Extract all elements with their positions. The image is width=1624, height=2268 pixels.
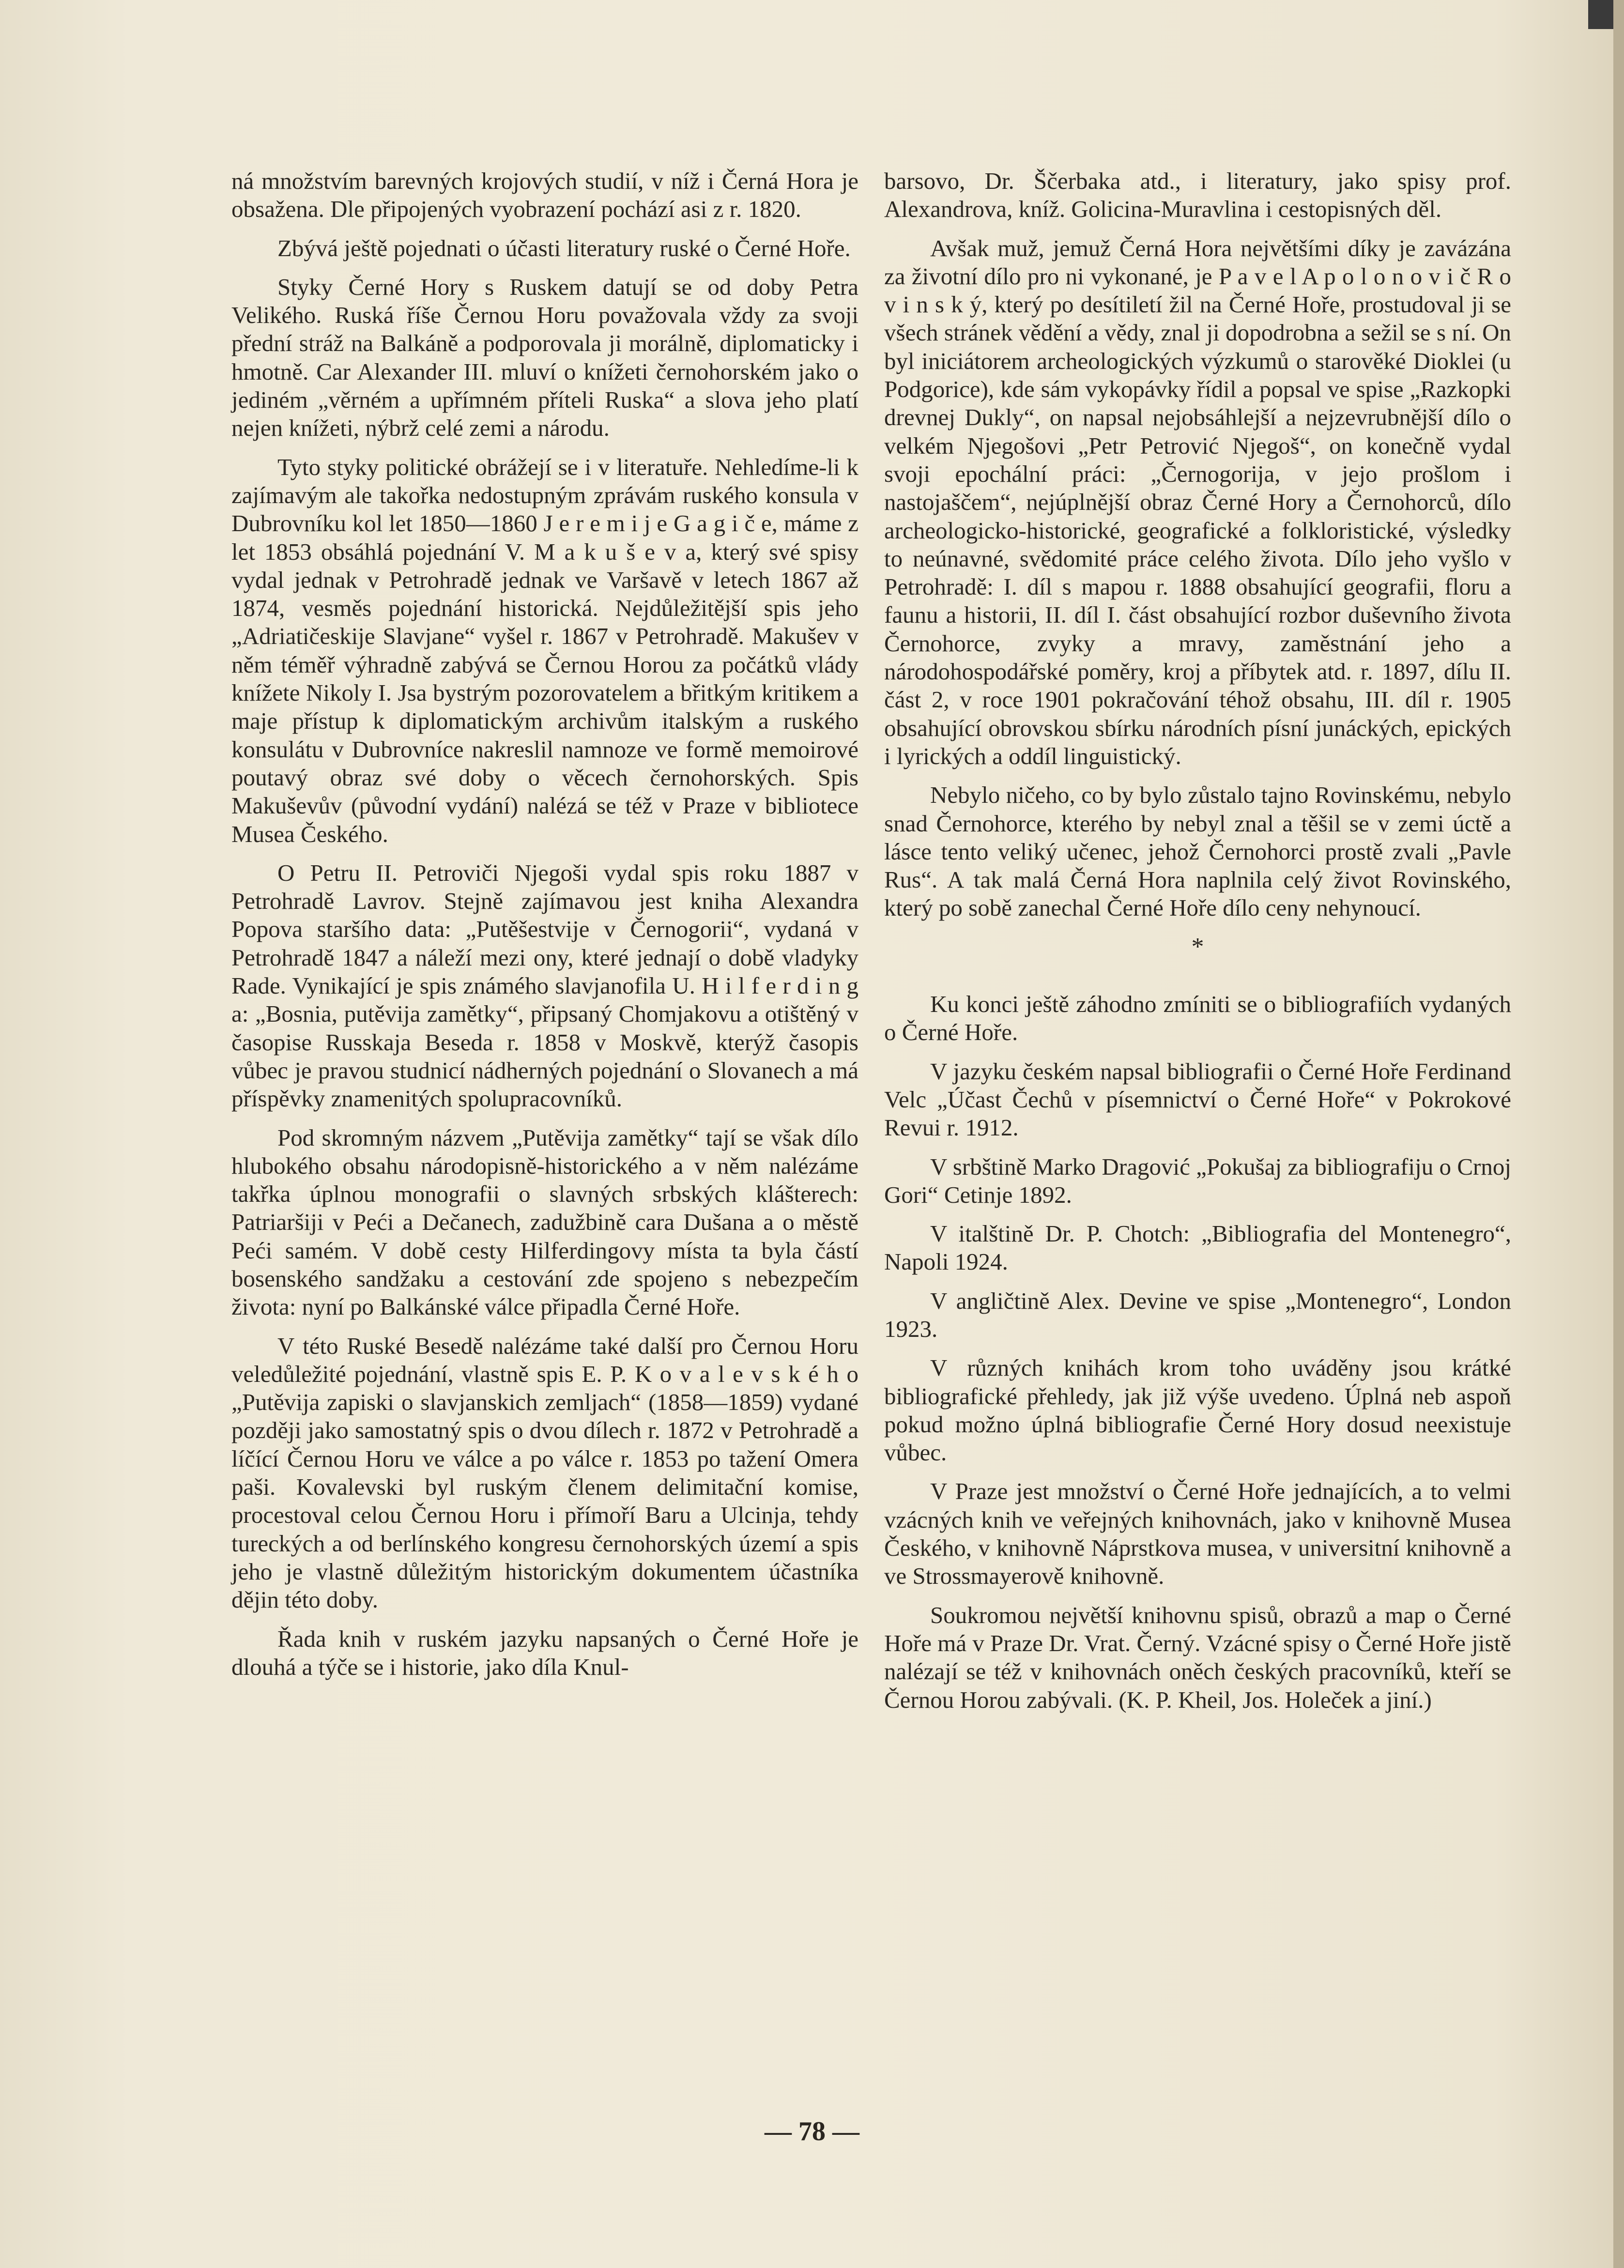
paragraph: barsovo, Dr. Ščerbaka atd., i literatury, jako spisy prof. Alexandrova, kníž. Golicina-Muravlina i cestopisných děl. (884, 168, 1511, 223)
paragraph: Nebylo ničeho, co by bylo zůstalo tajno Rovinskému, nebylo snad Černohorce, kterého by nebyl znal a těšil se v zemi úctě a lásce tento veliký učenec, jehož Černohorci prostě zvali „Pavle Rus“. A tak malá Černá Hora naplnila celý život Rovinského, který po sobě zanechal Černé Hoře dílo ceny nehynoucí. (884, 782, 1511, 921)
paragraph: O Petru II. Petroviči Njegoši vydal spis roku 1887 v Petrohradě Lavrov. Stejně zajímavou jest kniha Alexandra Popova staršího data: „Putěšestvije v Černogorii“, vydaná v Petrohradě 1847 a náleží mezi ony, které jednají o době vladyky Rade. Vynikající je spis známého slavjanofila U. H i l f e r d i n g a: „Bosnia, putěvija zamětky“, připsaný Chomjakovu a otištěný v časopise Russkaja Beseda r. 1858 v Moskvě, kterýž časopis vůbec je pravou studnicí nádherných pojednání o Slovanech a má příspěvky znamenitých spolupracovníků. (231, 859, 858, 1112)
left-text-column (231, 167, 858, 1692)
page-number: — 78 — (765, 2116, 859, 2146)
scan-edge (1613, 0, 1624, 2268)
paragraph: Pod skromným názvem „Putěvija zamětky“ tají se však dílo hlubokého obsahu národopisně-historického a v něm nalézáme takřka úplnou monografii o slavných srbských klášterech: Patriaršiji v Peći a Dečanech, zadužbině cara Dušana a o městě Peći samém. V době cesty Hilferdingovy místa ta byla částí bosenského sandžaku a cestování zde spojeno s nebezpečím života: nyní po Balkánské válce připadla Černé Hoře. (231, 1124, 858, 1320)
paragraph: V této Ruské Besedě nalézáme také další pro Černou Horu veledůležité pojednání, vlastně spis E. P. K o v a l e v s k é h o „Putěvija zapiski o slavjanskich zemljach“ (1858—1859) vydané později jako samostatný spis o dvou dílech r. 1872 v Petrohradě a líčící Černou Horu ve válce a po válce r. 1853 po tažení Omera paši. Kovalevski byl ruským členem delimitační komise, procestoval celou Černou Horu i přímoří Baru a Ulcinja, tehdy tureckých a od berlínského kongresu černohorských území a spis jeho je vlastně důležitým historickým dokumentem účastníka dějin této doby. (231, 1332, 858, 1613)
paragraph: ná množstvím barevných krojových studií, v níž i Černá Hora je obsažena. Dle připojených vyobrazení pochází asi z r. 1820. (231, 168, 858, 223)
section-separator: * (1191, 933, 1204, 961)
paragraph: Tyto styky politické obrážejí se i v literatuře. Nehledíme-li k zajímavým ale takořka nedostupným zprávám ruského konsula v Dubrovníku kol let 1850—1860 J e r e m i j e G a g i č e, máme z let 1853 obsáhlá pojednání V. M a k u š e v a, který své spisy vydal jednak v Petrohradě jednak ve Varšavě v letech 1867 až 1874, vesměs pojednání historická. Nejdůležitější spis jeho „Adriatičeskije Slavjane“ vyšel r. 1867 v Petrohradě. Makušev v něm téměř výhradně zabývá se Černou Horou za počátků vlády knížete Nikoly I. Jsa bystrým pozorovatelem a břitkým kritikem a maje přístup k diplomatickým archivům italským a ruského konsulátu v Dubrovníce nakreslil namnoze ve formě memoirové poutavý obraz své doby o věcech černohorských. Spis Makuševův (původní vydání) nalézá se též v Praze v bibliotece Musea Českého. (231, 453, 858, 847)
paragraph: Řada knih v ruském jazyku napsaných o Černé Hoře je dlouhá a týče se i historie, jako díla Knul- (231, 1625, 858, 1680)
paragraph: V angličtině Alex. Devine ve spise „Montenegro“, London 1923. (884, 1287, 1511, 1342)
paragraph: Styky Černé Hory s Ruskem datují se od doby Petra Velikého. Ruská říše Černou Horu považovala vždy za svoji přední stráž na Balkáně a podporovala ji morálně, diplomaticky i hmotně. Car Alexander III. mluví o knížeti černohorském jako o jediném „věrném a upřímném příteli Ruska“ a slova jeho platí nejen knížeti, nýbrž celé zemi a národu. (231, 273, 858, 442)
paragraph: V Praze jest množství o Černé Hoře jednajících, a to velmi vzácných knih ve veřejných knihovnách, jako v knihovně Musea Českého, v knihovně Náprstkova musea, v universitní knihovně a ve Strossmayerově knihovně. (884, 1478, 1511, 1590)
paragraph: V jazyku českém napsal bibliografii o Černé Hoře Ferdinand Velc „Účast Čechů v písemnictví o Černé Hoře“ v Pokrokové Revui r. 1912. (884, 1057, 1511, 1141)
paragraph: Ku konci ještě záhodno zmíniti se o bibliografiích vydaných o Černé Hoře. (884, 991, 1511, 1046)
paragraph: V italštině Dr. P. Chotch: „Bibliografia del Montenegro“, Napoli 1924. (884, 1220, 1511, 1275)
paragraph: V různých knihách krom toho uváděny jsou krátké bibliografické přehledy, jak již výše uvedeno. Úplná neb aspoň pokud možno úplná bibliografie Černé Hory dosud neexistuje vůbec. (884, 1354, 1511, 1466)
paragraph: Zbývá ještě pojednati o účasti literatury ruské o Černé Hoře. (277, 234, 851, 261)
paragraph: V srbštině Marko Dragović „Pokušaj za bibliografiju o Crnoj Gori“ Cetinje 1892. (884, 1153, 1511, 1208)
paragraph: Soukromou největší knihovnu spisů, obrazů a map o Černé Hoře má v Praze Dr. Vrat. Černý. Vzácné spisy o Černé Hoře jistě nalézají se též v knihovnách oněch českých pracovníků, kteří se Černou Horou zabývali. (K. P. Kheil, Jos. Holeček a jiní.) (884, 1601, 1511, 1713)
right-text-column (884, 167, 1511, 1725)
paragraph: Avšak muž, jemuž Černá Hora největšími díky je zavázána za životní dílo pro ni vykonané, je P a v e l A p o l o n o v i č R o v i n s k ý, který po desítiletí žil na Černé Hoře, prostudoval ji se všech stránek vědění a vědy, znal ji dopodrobna a sežil se s ní. On byl iniciátorem archeologických výzkumů o starověké Dioklei (u Podgorice), kde sám vykopávky řídil a popsal ve spise „Razkopki drevnej Dukly“, on napsal nejobsáhlejší a nejzevrubnější dílo o velkém Njegošovi „Petr Petrović Njegoš“, on konečně vydal svoji epochální práci: „Černogorija, v jejo prošlom i nastojaščem“, nejúplnější obraz Černé Hory a Černohorců, dílo archeologicko-historické, geografické a folkloristické, výsledky to neúnavné, svědomité práce celého života. Dílo jeho vyšlo v Petrohradě: I. díl s mapou r. 1888 obsahující geografii, floru a faunu a historii, II. díl I. část obsahující rozbor duševního života Černohorce, zvyky a mravy, zaměstnání jeho a národohospodářské poměry, kroj a příbytek atd. r. 1897, dílu II. část 2, v roce 1901 pokračování téhož obsahu, III. díl r. 1905 obsahující obrovskou sbírku národních písní junáckých, epických i lyrických a oddíl linguistický. (884, 234, 1511, 769)
